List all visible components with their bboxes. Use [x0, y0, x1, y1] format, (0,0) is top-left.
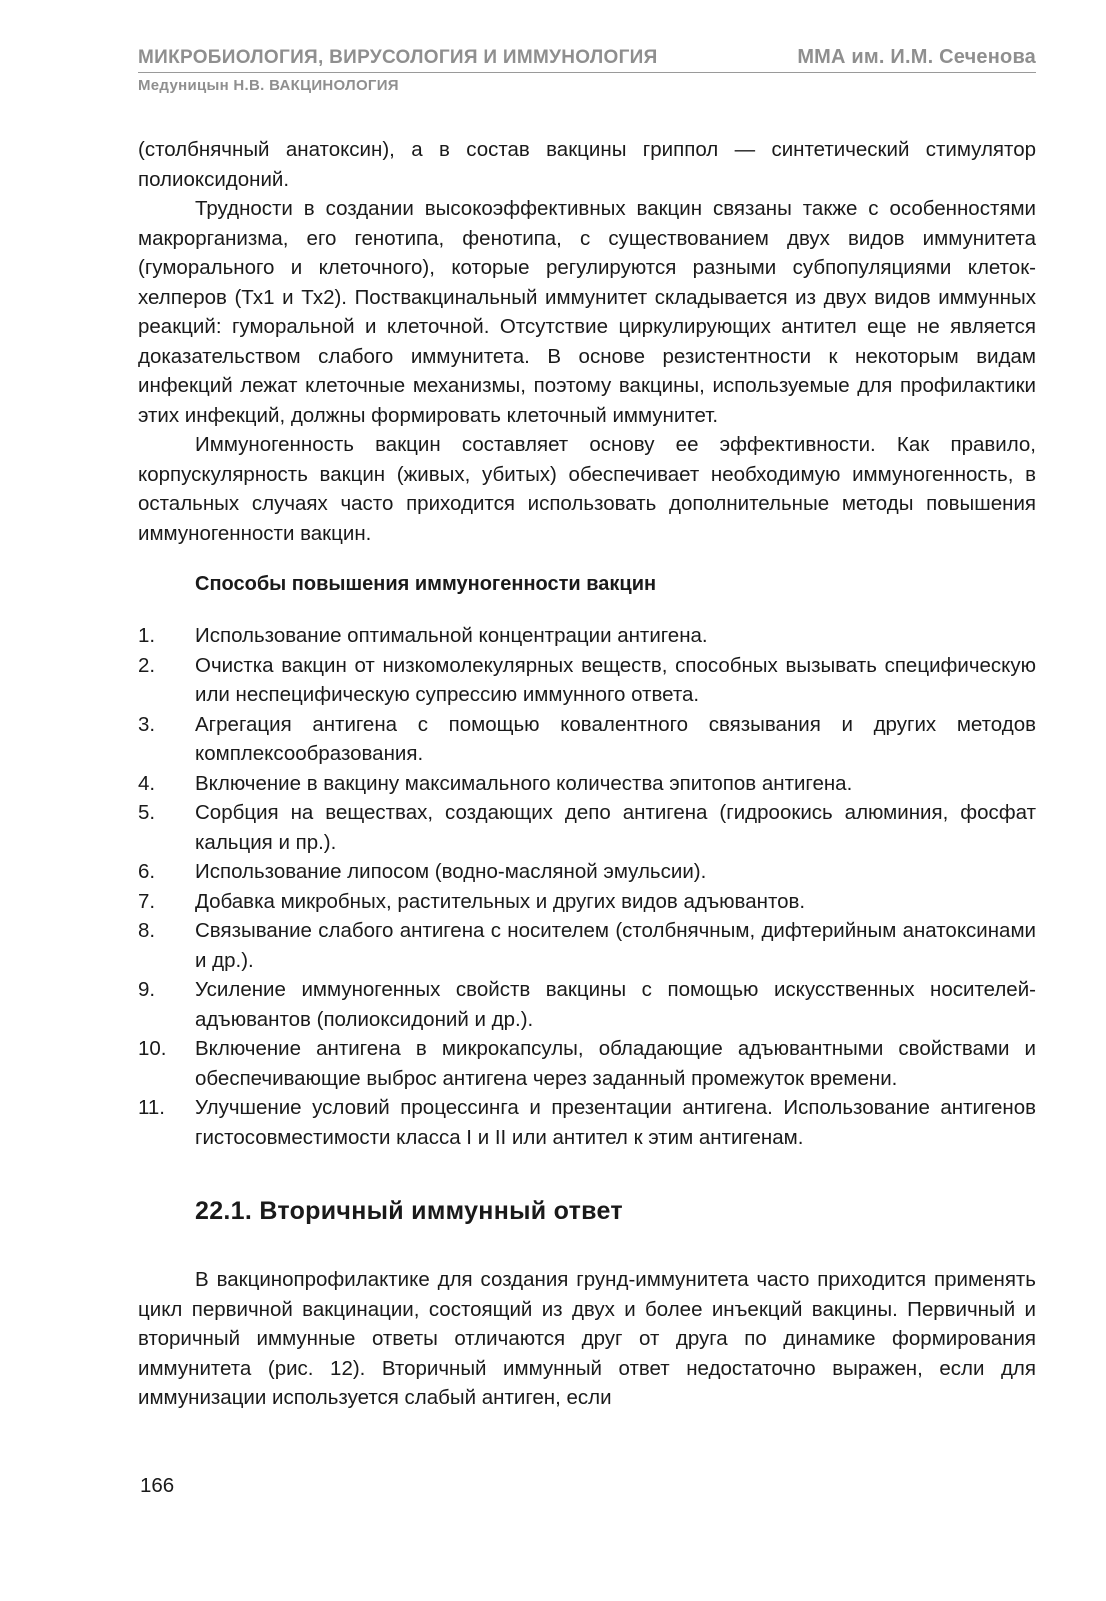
- list-item-text: Очистка вакцин от низкомолекулярных веществ, способных вызывать специфическую или неспецифическую супрессию иммунного ответа.: [195, 653, 1036, 706]
- list-item: [138, 798, 1036, 857]
- list-item-text: Включение в вакцину максимального количества эпитопов антигена.: [195, 771, 853, 795]
- paragraph-secondary-response: В вакцинопрофилактике для создания грунд-иммунитета часто приходится применять цикл первичной вакцинации, состоящий из двух и более инъекций вакцины. Первичный и вторичный иммунные ответы отличаются друг от друга по динамике формирования иммунитета (рис. 12). Вторичный иммунный ответ недостаточно выражен, если для иммунизации используется слабый антиген, если: [138, 1268, 1036, 1409]
- list-item: [138, 857, 1036, 887]
- list-item-number: 11.: [138, 1096, 165, 1119]
- list-item: [138, 769, 1036, 799]
- list-item-text: Добавка микробных, растительных и других видов адъювантов.: [195, 889, 806, 913]
- list-item-text: Агрегация антигена с помощью ковалентного связывания и других методов комплексообразования.: [195, 712, 1036, 765]
- list-item-text: Связывание слабого антигена с носителем (столбнячным, дифтерийным анатоксинами и др.).: [195, 919, 1036, 972]
- header-author-subtitle: Медуницын Н.В. ВАКЦИНОЛОГИЯ: [138, 77, 399, 94]
- methods-list: [138, 621, 1036, 1152]
- paragraph-difficulties: Трудности в создании высокоэффективных вакцин связаны также с особенностями макрорганизма, его генотипа, фенотипа, с существованием двух видов иммунитета (гуморального и клеточного), которые регулируются разными субпопуляциями клеток-хелперов (Тх1 и Тх2). Поствакцинальный иммунитет складывается из двух видов иммунных реакций: гуморальной и клеточной. Отсутствие циркулирующих антител еще не является доказательством слабого иммунитета. В основе резистентности к некоторым видам инфекций лежат клеточные механизмы, поэтому вакцины, используемые для профилактики этих инфекций, должны формировать клеточный иммунитет.: [138, 197, 1036, 427]
- page-body: [138, 135, 1036, 1413]
- list-item-number: 9.: [138, 978, 156, 1001]
- list-item-number: 4.: [138, 771, 156, 795]
- paragraph-continuation: (столбнячный анатоксин), а в состав вакцины гриппол — синтетический стимулятор полиоксидоний.: [138, 138, 1036, 191]
- list-item-number: 2.: [138, 653, 156, 677]
- list-item: [138, 710, 1036, 769]
- list-item-number: 7.: [138, 889, 156, 913]
- list-item-number: 5.: [138, 801, 156, 824]
- header-title-row: [138, 46, 1036, 73]
- list-item-text: Улучшение условий процессинга и презентации антигена. Использование антигенов гистосовместимости класса I и II или антител к этим антигенам.: [195, 1096, 1036, 1149]
- list-item-number: 8.: [138, 919, 156, 942]
- list-item-number: 3.: [138, 712, 156, 736]
- list-item-number: 10.: [138, 1037, 167, 1060]
- header-book-title: МИКРОБИОЛОГИЯ, ВИРУСОЛОГИЯ И ИММУНОЛОГИЯ: [138, 47, 658, 68]
- list-item: [138, 621, 1036, 651]
- list-item-text: Сорбция на веществах, создающих депо антигена (гидроокись алюминия, фосфат кальция и пр.).: [195, 801, 1036, 854]
- list-item-number: 1.: [138, 624, 156, 647]
- list-item-text: Включение антигена в микрокапсулы, обладающие адъювантными свойствами и обеспечивающие выброс антигена через заданный промежуток времени.: [195, 1037, 1036, 1090]
- page-number: 166: [140, 1474, 175, 1497]
- running-header: [138, 46, 1036, 94]
- list-item-number: 6.: [138, 860, 156, 883]
- list-item: [138, 916, 1036, 975]
- list-item: [138, 887, 1036, 917]
- list-item-text: Использование оптимальной концентрации антигена.: [195, 624, 708, 647]
- list-item: [138, 1093, 1036, 1152]
- list-item: [138, 975, 1036, 1034]
- paragraph-immunogenicity: Иммуногенность вакцин составляет основу ее эффективности. Как правило, корпускулярность вакцин (живых, убитых) обеспечивает необходимую иммуногенность, в остальных случаях часто приходится использовать дополнительные методы повышения иммуногенности вакцин.: [138, 433, 1036, 545]
- list-item: [138, 651, 1036, 710]
- list-item: [138, 1034, 1036, 1093]
- list-item-text: Использование липосом (водно-масляной эмульсии).: [195, 860, 707, 883]
- section-title: 22.1. Вторичный иммунный ответ: [195, 1197, 623, 1225]
- header-institution: ММА им. И.М. Сеченова: [797, 46, 1036, 68]
- methods-heading: Способы повышения иммуногенности вакцин: [195, 573, 657, 595]
- list-item-text: Усиление иммуногенных свойств вакцины с помощью искусственных носителей-адъювантов (полиоксидоний и др.).: [195, 978, 1036, 1031]
